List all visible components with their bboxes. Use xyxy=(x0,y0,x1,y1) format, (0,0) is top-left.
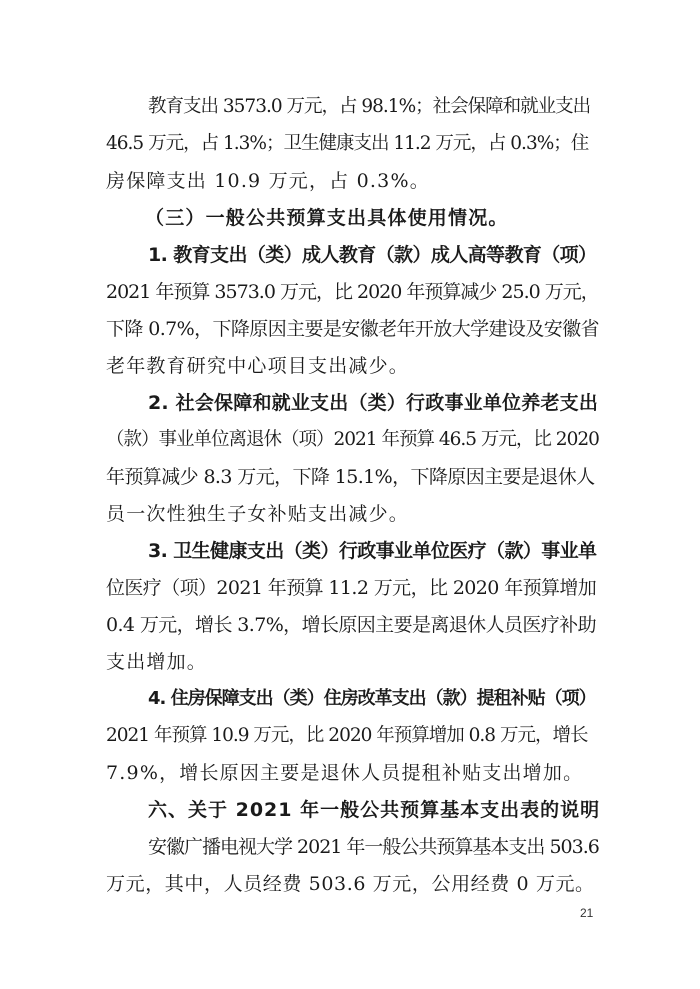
page-number: 21 xyxy=(580,906,594,920)
item-heading: 4. 住房保障支出（类）住房改革支出（款）提租补贴（项） xyxy=(148,688,596,709)
text-line: 员一次性独生子女补贴支出减少。 xyxy=(106,503,410,525)
text-line: 7.9%，增长原因主要是退休人员提租补贴支出增加。 xyxy=(106,762,584,784)
text-line: 支出增加。 xyxy=(106,651,208,673)
text-line: 2021 年预算 10.9 万元，比 2020 年预算增加 0.8 万元，增长 xyxy=(106,725,588,746)
section-heading: （三）一般公共预算支出具体使用情况。 xyxy=(145,207,509,229)
text-line: 位医疗（项）2021 年预算 11.2 万元，比 2020 年预算增加 xyxy=(106,577,597,599)
text-line: 房保障支出 10.9 万元，占 0.3%。 xyxy=(106,170,430,192)
text-line: 下降 0.7%，下降原因主要是安徽老年开放大学建设及安徽省 xyxy=(106,318,599,340)
text-line: 46.5 万元，占 1.3%；卫生健康支出 11.2 万元，占 0.3%；住 xyxy=(106,133,589,154)
text-line: （款）事业单位离退休（项）2021 年预算 46.5 万元，比 2020 xyxy=(106,429,599,450)
item-heading: 3. 卫生健康支出（类）行政事业单位医疗（款）事业单 xyxy=(148,540,597,562)
item-heading: 2. 社会保障和就业支出（类）行政事业单位养老支出 xyxy=(148,392,599,414)
text-line: 老年教育研究中心项目支出减少。 xyxy=(106,355,410,377)
item-heading: 1. 教育支出（类）成人教育（款）成人高等教育（项） xyxy=(148,244,597,266)
text-line: 安徽广播电视大学 2021 年一般公共预算基本支出 503.6 xyxy=(148,836,599,858)
section-heading: 六、关于 2021 年一般公共预算基本支出表的说明 xyxy=(148,799,601,821)
text-line: 万元，其中，人员经费 503.6 万元，公用经费 0 万元。 xyxy=(106,873,595,895)
text-line: 教育支出 3573.0 万元，占 98.1%；社会保障和就业支出 xyxy=(148,96,591,117)
text-line: 0.4 万元，增长 3.7%，增长原因主要是离退休人员医疗补助 xyxy=(106,614,596,636)
text-line: 年预算减少 8.3 万元，下降 15.1%，下降原因主要是退休人 xyxy=(106,466,595,488)
text-line: 2021 年预算 3573.0 万元，比 2020 年预算减少 25.0 万元， xyxy=(106,281,599,303)
